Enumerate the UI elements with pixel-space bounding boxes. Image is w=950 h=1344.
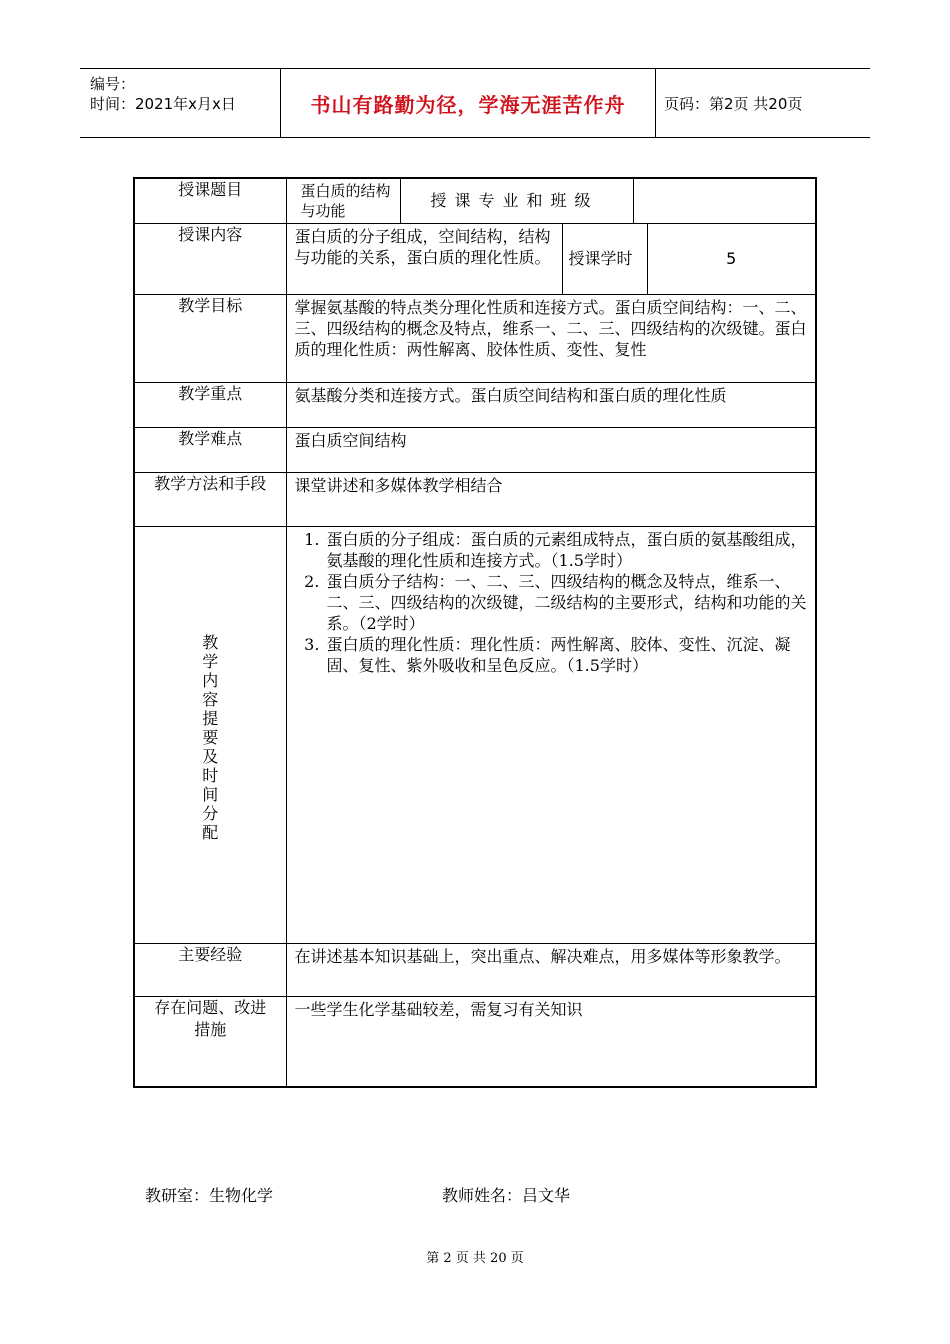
- document-time: 时间：2021年x月x日: [90, 95, 236, 113]
- header-motto-cell: [280, 69, 656, 137]
- difficulty-label: 教学难点: [134, 427, 286, 472]
- key-value-cell: [286, 382, 816, 427]
- objective-value: 掌握氨基酸的特点类分理化性质和连接方式。蛋白质空间结构：一、二、三、四级结构的概念及特点，维系一、二、三、四级结构的次级键。蛋白质的理化性质：两性解离、胶体性质、变性、复性: [294, 297, 807, 359]
- outline-label: 教学内容提要及时间分配: [202, 632, 219, 842]
- method-label: 教学方法和手段: [134, 472, 286, 526]
- outline-item: 3. 蛋白质的理化性质：理化性质：两性解离、胶体、变性、沉淀、凝固、复性、紫外吸收和呈色反应。（1.5学时）: [325, 634, 808, 676]
- header-motto: 书山有路勤为径，学海无涯苦作舟: [310, 93, 626, 117]
- row-objective: [134, 294, 816, 382]
- hours-value: 5: [726, 249, 737, 268]
- row-experience: [134, 943, 816, 996]
- method-value-cell: [286, 472, 816, 526]
- page-header: [80, 68, 870, 138]
- row-outline: [134, 526, 816, 943]
- major-value: [633, 178, 816, 223]
- topic-label: 授课题目: [134, 178, 286, 223]
- content-value-cell: [286, 223, 562, 294]
- objective-label: 教学目标: [134, 294, 286, 382]
- problems-value-cell: [286, 996, 816, 1087]
- teacher-name: 教师姓名：吕文华: [442, 1186, 571, 1205]
- header-page-info: 页码：第2页 共20页: [664, 95, 803, 113]
- objective-value-cell: [286, 294, 816, 382]
- content-value: 蛋白质的分子组成，空间结构，结构与功能的关系，蛋白质的理化性质。: [294, 226, 551, 267]
- experience-value-cell: [286, 943, 816, 996]
- page-number: 第 2 页 共 20 页: [426, 1251, 524, 1266]
- header-meta: [80, 69, 280, 137]
- outline-label-cell: [134, 526, 286, 943]
- problems-label-cell: [134, 996, 286, 1087]
- experience-label: 主要经验: [134, 943, 286, 996]
- experience-value: 在讲述基本知识基础上，突出重点、解决难点，用多媒体等形象教学。: [294, 946, 791, 966]
- major-label: 授课专业和班级: [430, 191, 599, 211]
- row-content: [134, 223, 816, 294]
- key-label: 教学重点: [134, 382, 286, 427]
- outline-list: [287, 527, 816, 676]
- method-value: 课堂讲述和多媒体教学相结合: [294, 475, 503, 495]
- problems-label: 存在问题、改进措施: [154, 997, 267, 1039]
- hours-label: 授课学时: [563, 224, 648, 294]
- header-page-cell: [656, 69, 870, 137]
- row-topic: [134, 178, 816, 223]
- outline-item: 2. 蛋白质分子结构：一、二、三、四级结构的概念及特点，维系一、二、三、四级结构的次级键，二级结构的主要形式，结构和功能的关系。（2学时）: [325, 571, 808, 634]
- lesson-plan-table: [133, 177, 817, 1088]
- key-value: 氨基酸分类和连接方式。蛋白质空间结构和蛋白质的理化性质: [294, 385, 727, 405]
- major-label-cell: [400, 178, 633, 223]
- outline-item: 1. 蛋白质的分子组成：蛋白质的元素组成特点，蛋白质的氨基酸组成，氨基酸的理化性质和连接方式。（1.5学时）: [325, 529, 808, 571]
- row-key-point: [134, 382, 816, 427]
- outline-value-cell: [286, 526, 816, 943]
- topic-value-cell: [286, 178, 400, 223]
- hours-cell: [562, 223, 816, 294]
- row-problems: [134, 996, 816, 1087]
- content-label: 授课内容: [134, 223, 286, 294]
- row-method: [134, 472, 816, 526]
- department: 教研室：生物化学: [145, 1186, 274, 1205]
- problems-value: 一些学生化学基础较差，需复习有关知识: [294, 999, 583, 1019]
- document-number: 编号：: [90, 75, 136, 93]
- difficulty-value: 蛋白质空间结构: [294, 430, 407, 450]
- difficulty-value-cell: [286, 427, 816, 472]
- topic-value: 蛋白质的结构与功能: [300, 182, 391, 220]
- row-difficulty: [134, 427, 816, 472]
